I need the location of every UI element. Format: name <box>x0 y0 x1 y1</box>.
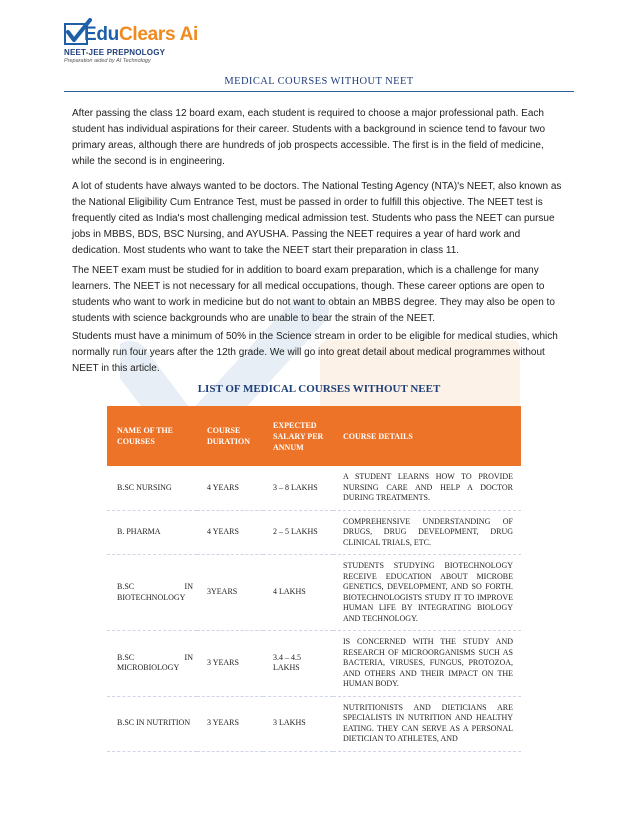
document-title: MEDICAL COURSES WITHOUT NEET <box>224 76 414 87</box>
cell-salary: 4 LAKHS <box>263 555 333 631</box>
logo-subtitle: NEET-JEE PREPNOLOGY <box>64 48 166 57</box>
cell-duration: 4 YEARS <box>197 510 263 555</box>
logo-wordmark-a: Edu <box>84 24 119 45</box>
logo-tagline: Preparation aided by AI Technology <box>64 58 151 64</box>
cell-details: COMPREHENSIVE UNDERSTANDING OF DRUGS, DRUG DEVELOPMENT, DRUG CLINICAL TRIALS, ETC. <box>333 510 521 555</box>
paragraph-doctors: A lot of students have always wanted to be doctors. The National Testing Agency (NTA)'s NEET, also known as the National Eligibility Cum Entrance Test, must be passed in order to fulfill this objective. The NEET test is frequently cited as India's most challenging medical admission test. Students who pass the NEET can pursue jobs in MBBS, BDS, BSC Nursing, and AYUSHA. Passing the NEET requires a year of hard work and dedication. Most students who want to take the NEET start their preparation in class 11. <box>72 181 562 256</box>
table-row <box>107 466 521 510</box>
table-row <box>107 555 521 631</box>
cell-duration: 3YEARS <box>197 555 263 631</box>
cell-course-name: B.SC IN NUTRITION <box>107 696 197 751</box>
cell-details: A STUDENT LEARNS HOW TO PROVIDE NURSING CARE AND HELP A DOCTOR DURING TREATMENTS. <box>333 466 521 510</box>
header-course-name: NAME OF THE COURSES <box>107 406 197 466</box>
table-row <box>107 510 521 555</box>
header-salary: EXPECTED SALARY PER ANNUM <box>263 406 333 466</box>
header-details: COURSE DETAILS <box>333 406 521 466</box>
cell-course-name: B. PHARMA <box>107 510 197 555</box>
cell-details: IS CONCERNED WITH THE STUDY AND RESEARCH OF MICROORGANISMS SUCH AS BACTERIA, VIRUSES, FUNGUS, PROTOZOA, AND OTHERS AND THEIR IMPACT ON THE HUMAN BODY. <box>333 631 521 697</box>
cell-duration: 3 YEARS <box>197 696 263 751</box>
logo-wordmark <box>84 24 198 46</box>
cell-details: NUTRITIONISTS AND DIETICIANS ARE SPECIALISTS IN NUTRITION AND HEALTHY EATING. THEY CAN SERVE AS A PERSONAL DIETICIAN TO ATHLETES, AND <box>333 696 521 751</box>
table-row <box>107 631 521 697</box>
cell-duration: 4 YEARS <box>197 466 263 510</box>
cell-details: STUDENTS STUDYING BIOTECHNOLOGY RECEIVE EDUCATION ABOUT MICROBE GENETICS, DEVELOPMENT, AND SO FORTH. BIOTECHNOLOGISTS STUDY IT TO IMPROVE HUMAN LIFE BY INTEGRATING BIOLOGY AND TECHNOLOGY. <box>333 555 521 631</box>
cell-salary: 3 LAKHS <box>263 696 333 751</box>
logo-wordmark-b: Clears Ai <box>119 24 198 45</box>
table-title: LIST OF MEDICAL COURSES WITHOUT NEET <box>197 383 441 395</box>
brand-logo <box>62 18 212 68</box>
cell-salary: 3.4 – 4.5 LAKHS <box>263 631 333 697</box>
cell-duration: 3 YEARS <box>197 631 263 697</box>
cell-course-name: B.SC NURSING <box>107 466 197 510</box>
courses-table <box>107 406 521 752</box>
paragraph-eligibility: Students must have a minimum of 50% in the Science stream in order to be eligible for medical studies, which normally run four years after the 12th grade. We will go into great detail about medical programmes without NEET in this article. <box>72 331 558 374</box>
paragraph-neet-challenge: The NEET exam must be studied for in addition to board exam preparation, which is a challenge for many learners. The NEET is not necessary for all medical occupations, though. These career options are open to students who want to work in medicine but do not want to obtain an MBBS degree. They may also be open to students with science backgrounds who are unable to bear the strain of the NEET. <box>72 265 555 324</box>
header-duration: COURSE DURATION <box>197 406 263 466</box>
title-divider <box>64 91 574 92</box>
cell-salary: 2 – 5 LAKHS <box>263 510 333 555</box>
paragraph-intro: After passing the class 12 board exam, each student is required to choose a major professional path. Each student has individual aspirations for their career. Students with a background in science tend to favour two primary areas, although there are hundreds of job prospects accessible. The first is in the field of medicine, while the second is in engineering. <box>72 108 546 167</box>
table-header-row <box>107 406 521 466</box>
cell-salary: 3 – 8 LAKHS <box>263 466 333 510</box>
cell-course-name: B.SC IN BIOTECHNOLOGY <box>107 555 197 631</box>
table-row <box>107 696 521 751</box>
cell-course-name: B.SC IN MICROBIOLOGY <box>107 631 197 697</box>
